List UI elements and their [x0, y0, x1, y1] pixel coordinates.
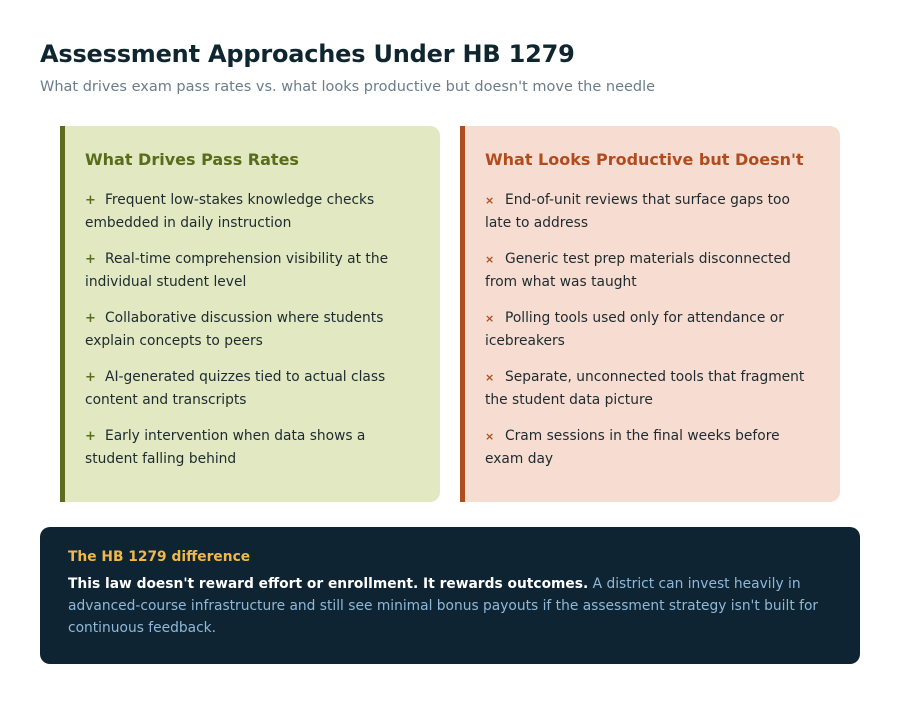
list-item-text: Real-time comprehension visibility at the individual student level: [85, 251, 389, 290]
looks-productive-title: What Looks Productive but Doesn't: [485, 150, 804, 169]
callout-body: A district can invest heavily in advanced-course infrastructure and still see minimal bonus payouts if the assessment strategy isn't built for continuous feedback.: [68, 576, 819, 636]
list-item-text: Cram sessions in the final weeks before exam day: [485, 428, 780, 467]
drives-pass-rates-title: What Drives Pass Rates: [85, 150, 299, 169]
list-item: [85, 366, 420, 411]
plus-icon: +: [85, 370, 96, 385]
plus-icon: +: [85, 252, 96, 267]
callout-label: The HB 1279 difference: [68, 549, 251, 565]
plus-icon: +: [85, 429, 96, 444]
list-item-text: End-of-unit reviews that surface gaps too late to address: [485, 192, 790, 231]
list-item-text: AI-generated quizzes tied to actual class content and transcripts: [85, 369, 386, 408]
list-item: [485, 248, 820, 293]
drives-pass-rates-panel: [60, 126, 440, 502]
plus-icon: +: [85, 311, 96, 326]
list-item-text: Early intervention when data shows a student falling behind: [85, 428, 366, 467]
callout-lead: This law doesn't reward effort or enrollment. It rewards outcomes.: [68, 576, 589, 592]
list-item-text: Frequent low-stakes knowledge checks embedded in daily instruction: [85, 192, 375, 231]
list-item: [485, 307, 820, 352]
list-item-text: Generic test prep materials disconnected from what was taught: [485, 251, 791, 290]
plus-icon: +: [85, 193, 96, 208]
looks-productive-panel: [460, 126, 840, 502]
list-item: [485, 366, 820, 411]
cross-icon: ×: [485, 371, 495, 384]
list-item: [85, 307, 420, 352]
list-item-text: Collaborative discussion where students explain concepts to peers: [85, 310, 384, 349]
callout-text: [68, 573, 832, 639]
hb1279-callout: [40, 527, 860, 664]
list-item-text: Separate, unconnected tools that fragment the student data picture: [485, 369, 805, 408]
cross-icon: ×: [485, 194, 495, 207]
list-item: [85, 248, 420, 293]
page-title: Assessment Approaches Under HB 1279: [40, 40, 575, 68]
list-item-text: Polling tools used only for attendance or icebreakers: [485, 310, 784, 349]
list-item: [85, 189, 420, 234]
list-item: [85, 425, 420, 470]
cross-icon: ×: [485, 430, 495, 443]
list-item: [485, 189, 820, 234]
cross-icon: ×: [485, 253, 495, 266]
cross-icon: ×: [485, 312, 495, 325]
page-subtitle: What drives exam pass rates vs. what looks productive but doesn't move the needle: [40, 79, 656, 95]
list-item: [485, 425, 820, 470]
